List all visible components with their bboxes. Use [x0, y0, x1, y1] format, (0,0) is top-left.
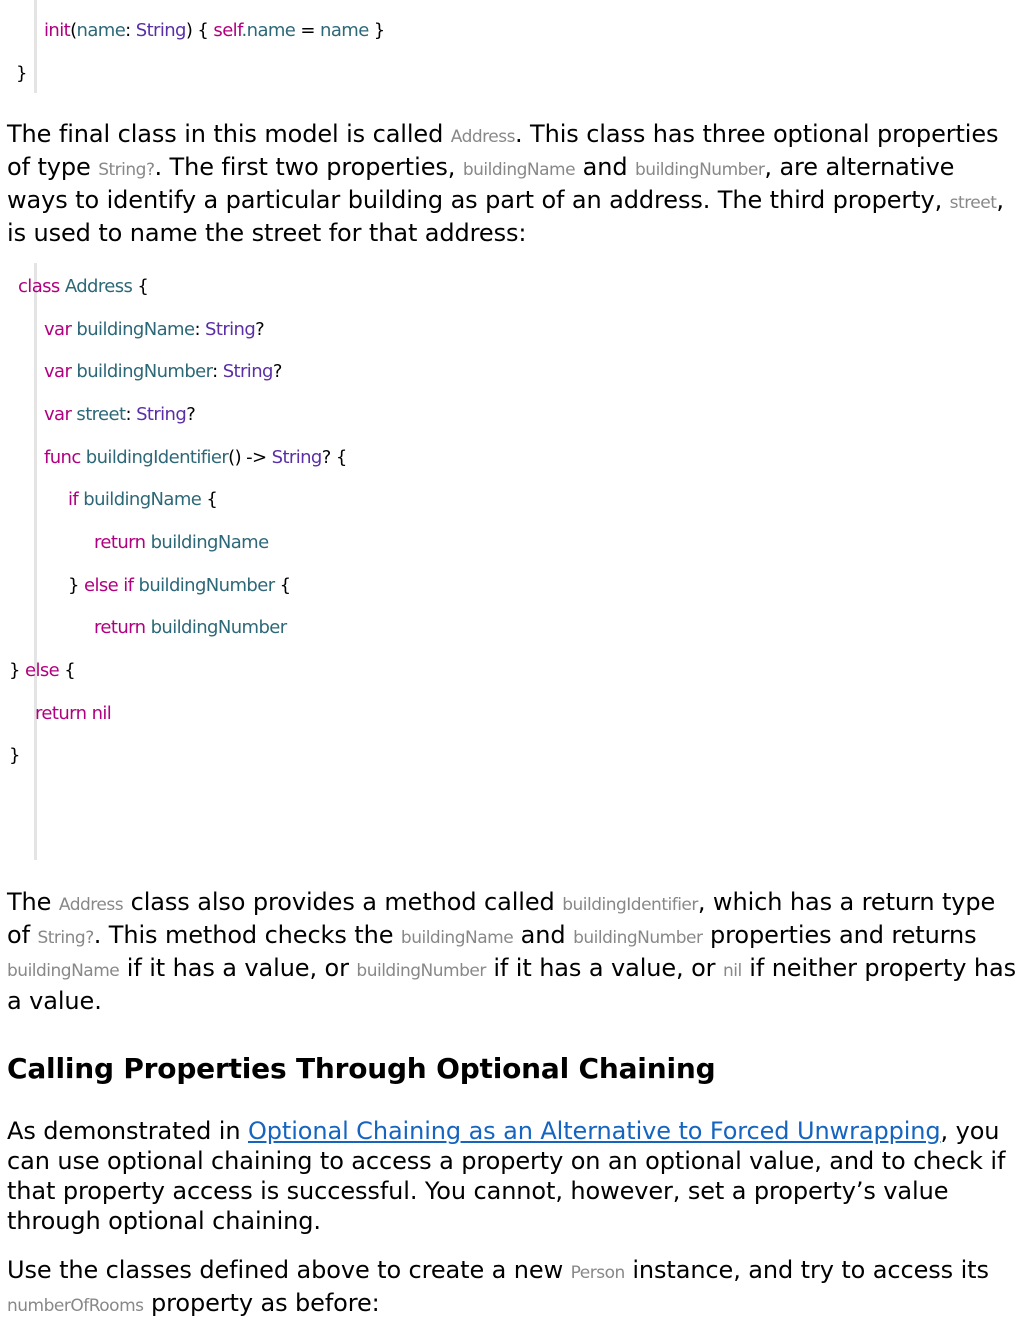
inline-code: Person — [570, 1263, 625, 1283]
inline-code: buildingName — [462, 160, 576, 180]
code-line-func-decl: func buildingIdentifier() -> String? { — [44, 447, 347, 468]
inline-code: Address — [450, 127, 515, 147]
inline-code: nil — [722, 961, 742, 981]
paragraph-create-person: Use the classes defined above to create a new Person instance, and try to access its numberOfRooms property as before: — [7, 1256, 989, 1317]
inline-code: Address — [58, 895, 124, 915]
name-property: .name — [241, 20, 296, 41]
code-line-var-buildingname: var buildingName: String? — [44, 319, 265, 340]
code-line-init: init(name: String) { self.name = name } — [44, 20, 385, 41]
inline-code: String? — [98, 160, 155, 180]
code-line-else: } else { — [9, 660, 76, 681]
code-line-return-number: return buildingNumber — [94, 617, 287, 638]
paragraph-optional-chaining: As demonstrated in Optional Chaining as an Alternative to Forced Unwrapping, you can use optional chaining to access a property on an optional value, and to check if that property access is successful. You cannot, however, set a property’s value through optional chaining. — [7, 1117, 1006, 1235]
paragraph-building-identifier: The Address class also provides a method called buildingIdentifier, which has a return type of String?. This method checks the buildingName and buildingNumber properties and returns buildingName if it has a value, or buildingNumber if it has a value, or nil if neither property has a value. — [7, 888, 1017, 1015]
code-line-if: if buildingName { — [68, 489, 218, 510]
code-line-var-street: var street: String? — [44, 404, 196, 425]
inline-code: String? — [37, 928, 94, 948]
inline-code: numberOfRooms — [7, 1296, 144, 1316]
link-optional-chaining[interactable]: Optional Chaining as an Alternative to Forced Unwrapping — [247, 1117, 941, 1145]
name-value: name — [320, 20, 369, 41]
code-block-address — [34, 263, 37, 860]
code-line-class-decl: class Address { — [18, 276, 149, 297]
inline-code: buildingNumber — [356, 961, 486, 981]
section-heading: Calling Properties Through Optional Chaining — [7, 1052, 716, 1085]
self-keyword: self — [213, 20, 242, 41]
code-line-close-brace: } — [9, 745, 20, 766]
code-line-var-buildingnumber: var buildingNumber: String? — [44, 361, 282, 382]
param-name: name — [76, 20, 126, 41]
inline-code: buildingName — [7, 961, 120, 981]
code-line-close: } — [16, 63, 27, 84]
inline-code: buildingIdentifier — [562, 895, 698, 915]
inline-code: buildingName — [400, 928, 514, 948]
code-line-return-name: return buildingName — [94, 532, 269, 553]
inline-code: buildingNumber — [573, 928, 703, 948]
type-string: String — [135, 20, 186, 41]
assign-operator: = — [295, 20, 321, 41]
paragraph-address-intro: The final class in this model is called Address. This class has three optional properties of type String?. The first two properties, buildingName and buildingNumber, are alternative ways to identify a particular building as part of an address. The third property, street, is used to name the street for that address: — [7, 120, 1004, 247]
code-block-top — [34, 0, 37, 93]
init-keyword: init — [44, 20, 71, 41]
inline-code: street — [949, 193, 997, 213]
code-line-else-if: } else if buildingNumber { — [68, 575, 291, 596]
inline-code: buildingNumber — [635, 160, 765, 180]
code-line-return-nil: return nil — [35, 703, 112, 724]
